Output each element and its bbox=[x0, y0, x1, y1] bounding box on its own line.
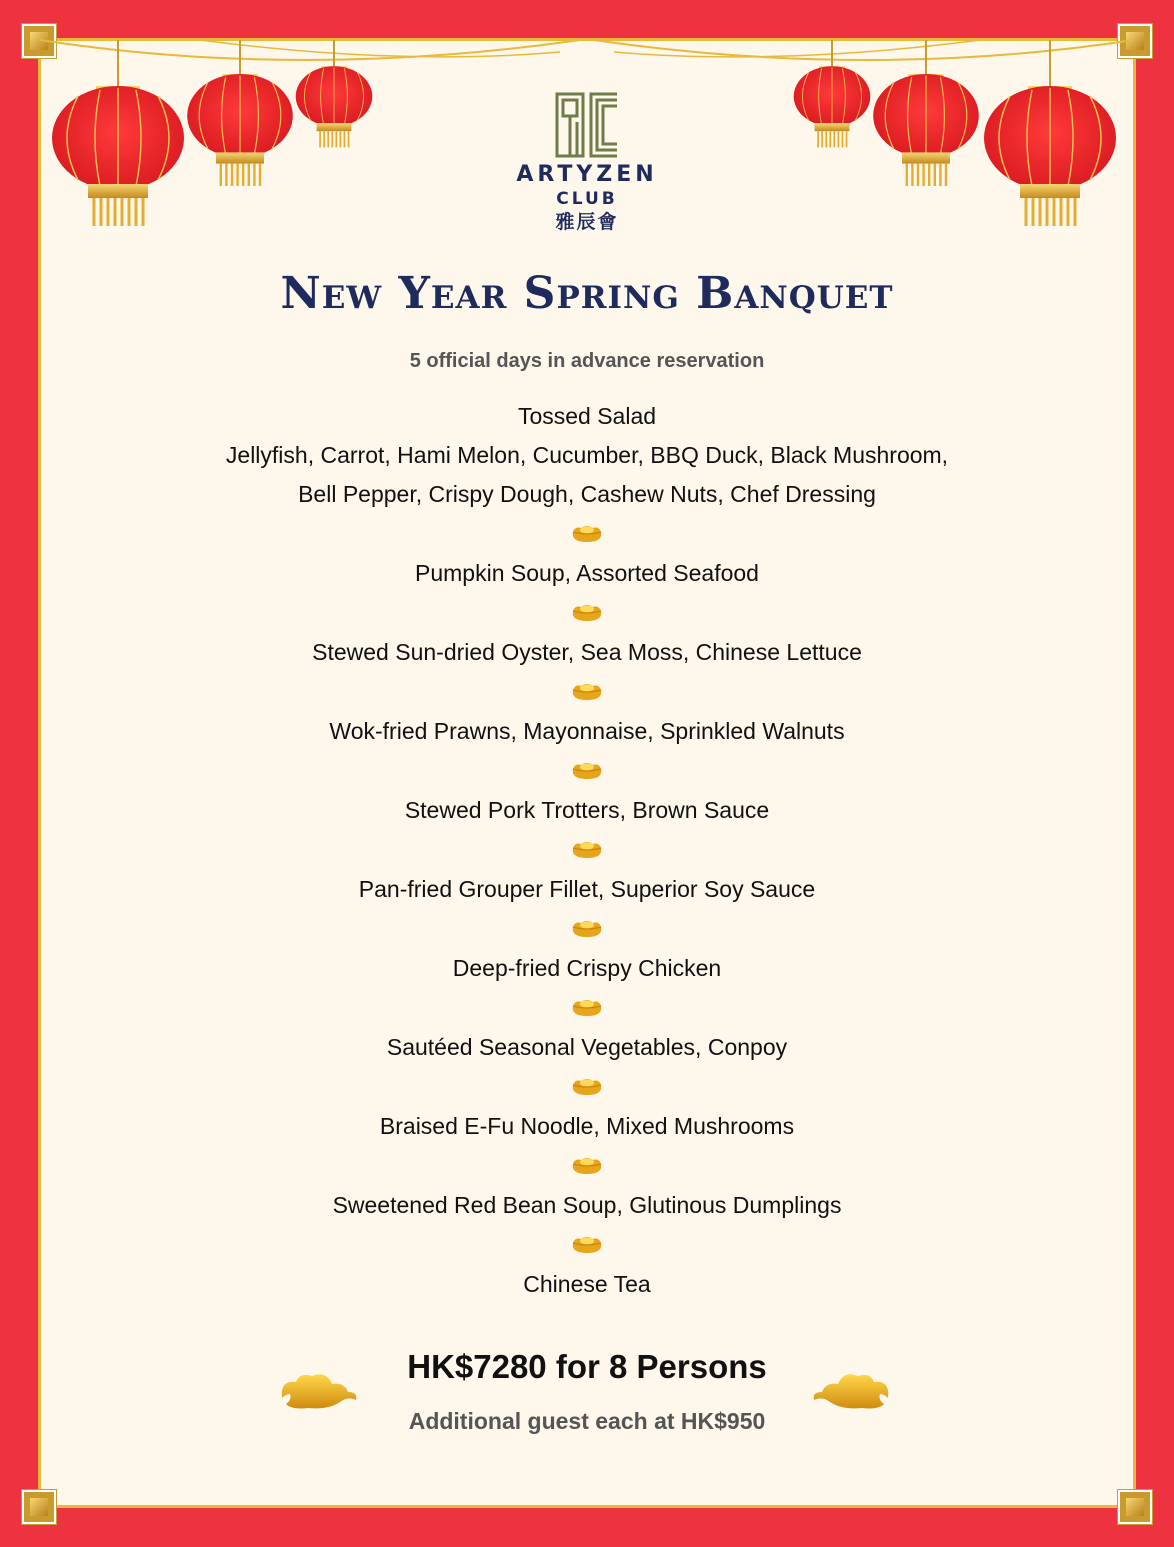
menu-item: Braised E-Fu Noodle, Mixed Mushrooms bbox=[379, 1113, 795, 1139]
gold-ingot-icon bbox=[567, 672, 607, 712]
corner-ornament-icon bbox=[22, 1490, 56, 1524]
menu-item: Bell Pepper, Crispy Dough, Cashew Nuts, Chef Dressing bbox=[298, 481, 876, 507]
additional-guest-price: Additional guest each at HK$950 bbox=[408, 1408, 766, 1434]
rc-monogram-icon bbox=[555, 92, 619, 158]
frame-line-bottom bbox=[38, 1505, 1136, 1508]
gold-ingot-icon bbox=[567, 514, 607, 554]
price: HK$7280 for 8 Persons bbox=[407, 1348, 767, 1385]
menu-item: Chinese Tea bbox=[523, 1271, 651, 1297]
page-title: New Year Spring Banquet bbox=[280, 268, 894, 319]
menu-item: Tossed Salad bbox=[517, 403, 657, 429]
gold-ingot-icon bbox=[567, 1067, 607, 1107]
gold-ingot-icon bbox=[567, 988, 607, 1028]
menu-list bbox=[0, 397, 1174, 1304]
brand-name: ARTYZEN bbox=[516, 162, 658, 187]
corner-ornament-icon bbox=[1118, 1490, 1152, 1524]
menu-item: Sweetened Red Bean Soup, Glutinous Dumplings bbox=[332, 1192, 842, 1218]
menu-item: Stewed Sun-dried Oyster, Sea Moss, Chinese Lettuce bbox=[312, 639, 862, 665]
menu-item: Pan-fried Grouper Fillet, Superior Soy Sauce bbox=[358, 876, 816, 902]
menu-item: Wok-fried Prawns, Mayonnaise, Sprinkled Walnuts bbox=[329, 718, 845, 744]
gold-ingot-icon bbox=[567, 1146, 607, 1186]
gold-ingot-icon bbox=[567, 593, 607, 633]
menu-item: Sautéed Seasonal Vegetables, Conpoy bbox=[386, 1034, 788, 1060]
gold-ingot-icon bbox=[567, 751, 607, 791]
brand-chinese: 雅辰會 bbox=[555, 211, 619, 233]
menu-item: Deep-fried Crispy Chicken bbox=[452, 955, 722, 981]
gold-ingot-icon bbox=[567, 909, 607, 949]
brand-sub: CLUB bbox=[556, 189, 618, 209]
reservation-note: 5 official days in advance reservation bbox=[409, 350, 765, 372]
menu-item: Jellyfish, Carrot, Hami Melon, Cucumber, BBQ Duck, Black Mushroom, bbox=[225, 442, 949, 468]
menu-item: Pumpkin Soup, Assorted Seafood bbox=[415, 560, 759, 586]
menu-item: Stewed Pork Trotters, Brown Sauce bbox=[404, 797, 770, 823]
brand-logo bbox=[0, 92, 1174, 234]
gold-ingot-icon bbox=[567, 1225, 607, 1265]
gold-ingot-icon bbox=[567, 830, 607, 870]
